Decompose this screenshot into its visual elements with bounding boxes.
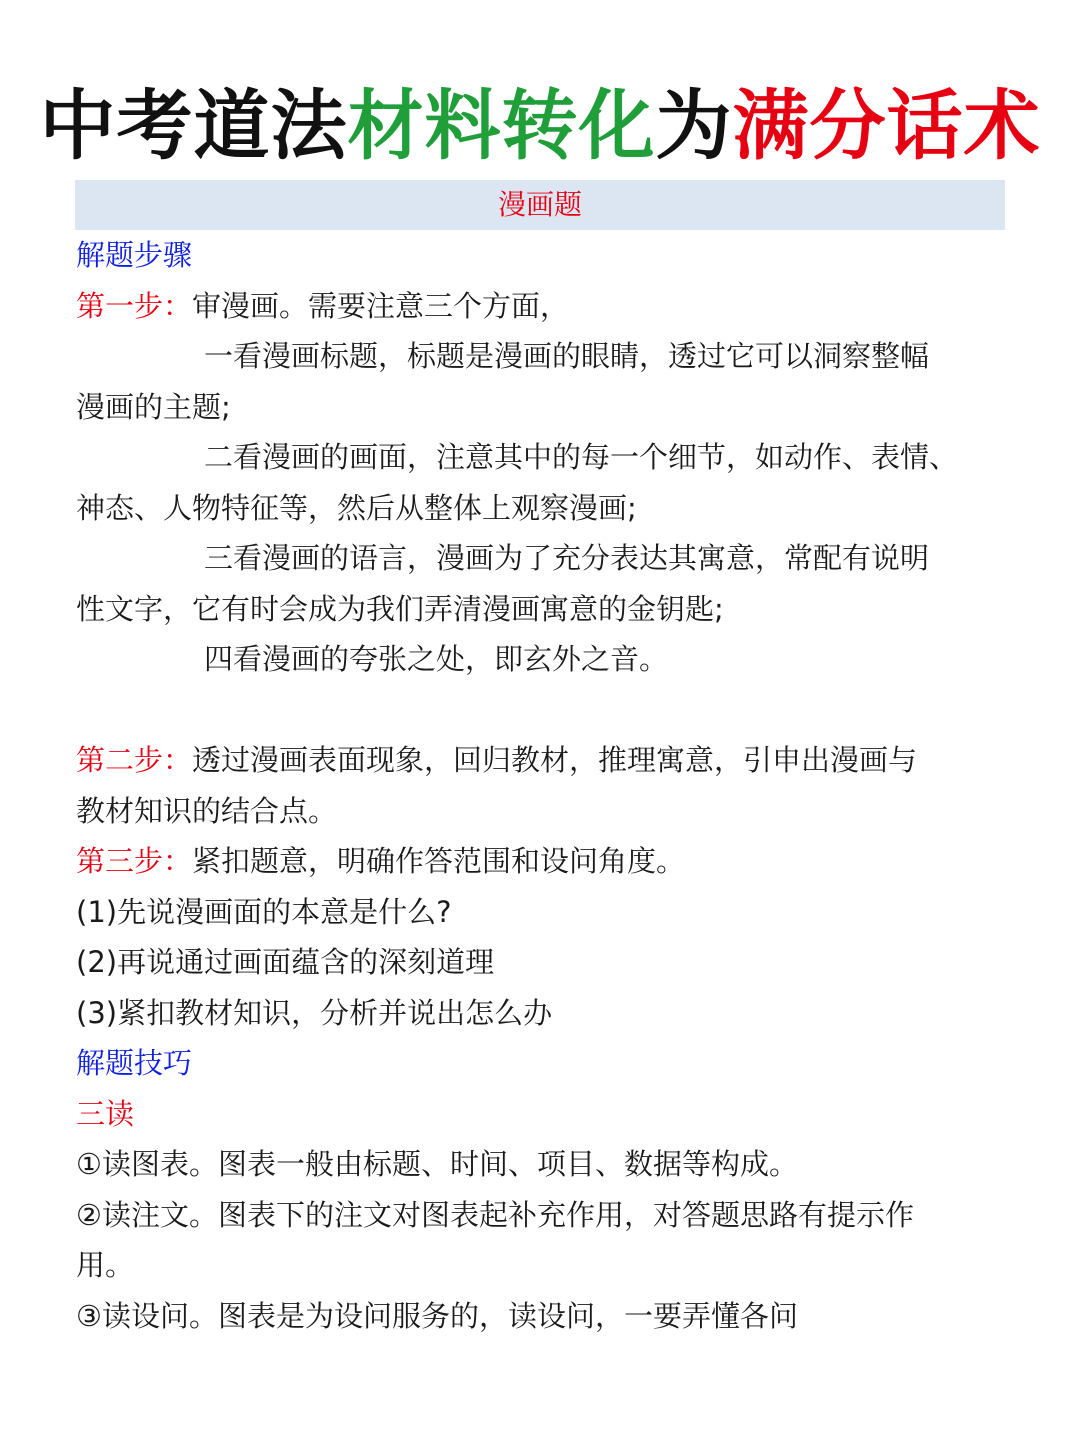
step1-line [76, 281, 1006, 332]
step1-point1-b: 漫画的主题; [76, 389, 231, 424]
read-item3: ③读设问。图表是为设问服务的，读设问，一要弄懂各问 [76, 1298, 798, 1333]
step1-point1-a: 一看漫画标题，标题是漫画的眼睛，透过它可以洞察整幅 [204, 339, 930, 373]
step1-point3-a: 三看漫画的语言，漫画为了充分表达其寓意，常配有说明 [204, 541, 930, 575]
step1-point4: 四看漫画的夸张之处，即玄外之音。 [204, 642, 669, 676]
step2-text-b: 教材知识的结合点。 [76, 793, 338, 828]
step3-item2: (2)再说通过画面蕴含的深刻道理 [76, 945, 495, 979]
steps-heading: 解题步骤 [76, 238, 193, 272]
document-body [76, 230, 1006, 1341]
step3-item1: (1)先说漫画面的本意是什么? [76, 894, 452, 929]
step1-text: 审漫画。需要注意三个方面， [192, 288, 570, 323]
title-part-green: 材料转化 [347, 81, 656, 170]
step2-label: 第二步： [76, 743, 193, 777]
read-item2-a: ②读注文。图表下的注文对图表起补充作用，对答题思路有提示作 [76, 1197, 914, 1232]
step1-point3-b: 性文字，它有时会成为我们弄清漫画寓意的金钥匙; [76, 591, 724, 626]
step1-label: 第一步： [76, 288, 193, 323]
step3-label: 第三步： [76, 844, 193, 878]
step3-line [76, 836, 1006, 887]
step3-text: 紧扣题意，明确作答范围和设问角度。 [192, 844, 686, 878]
three-reads-heading: 三读 [76, 1096, 135, 1131]
step2-text-a: 透过漫画表面现象，回归教材，推理寓意，引申出漫画与 [192, 743, 918, 777]
step1-point2-a: 二看漫画的画面，注意其中的每一个细节，如动作、表情、 [204, 440, 959, 474]
read-item2-b: 用。 [76, 1248, 135, 1282]
section-banner: 漫画题 [75, 180, 1005, 230]
tips-heading: 解题技巧 [76, 1046, 193, 1080]
step1-point2-b: 神态、人物特征等，然后从整体上观察漫画; [76, 490, 637, 525]
title-part-black-2: 为 [655, 81, 733, 170]
step2-line [76, 735, 1006, 786]
read-item1: ①读图表。图表一般由标题、时间、项目、数据等构成。 [76, 1147, 798, 1181]
page-title [0, 78, 1080, 174]
title-part-red: 满分话术 [732, 81, 1041, 170]
spacer [76, 685, 1006, 736]
step3-item3: (3)紧扣教材知识，分析并说出怎么办 [76, 995, 553, 1030]
title-part-black: 中考道法 [39, 81, 348, 170]
